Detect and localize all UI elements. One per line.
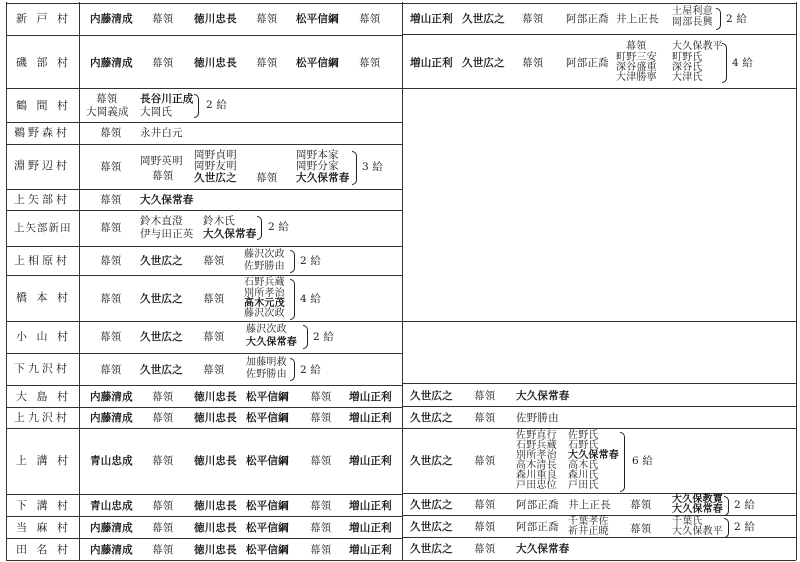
lord-cell: 鈴木直澄 bbox=[140, 215, 183, 227]
group-bracket bbox=[352, 151, 357, 185]
lord-cell: 幕領 bbox=[310, 544, 332, 556]
divider-right-border bbox=[796, 2, 797, 560]
lord-cell: 幕領 bbox=[152, 13, 174, 25]
lord-cell: 久世広之 bbox=[462, 57, 505, 69]
lord-cell: 高木元茂 bbox=[244, 298, 285, 309]
lord-cell: 長谷川正成 bbox=[140, 93, 194, 105]
grant-count: 3 給 bbox=[362, 161, 384, 173]
lord-cell: 松平信綱 bbox=[246, 391, 289, 403]
lord-cell: 幕領 bbox=[256, 172, 278, 184]
lord-cell: 幕領 bbox=[152, 544, 174, 556]
lord-cell: 内藤清成 bbox=[90, 391, 133, 403]
lord-cell: 高木清長 bbox=[516, 460, 557, 471]
group-bracket bbox=[303, 325, 308, 349]
row-rule bbox=[6, 353, 402, 354]
lord-cell: 増山正利 bbox=[349, 500, 392, 512]
lord-cell: 大久保常春 bbox=[140, 194, 194, 206]
lord-cell: 幕領 bbox=[522, 13, 544, 25]
lord-cell: 幕領 bbox=[100, 255, 122, 267]
lord-cell: 幕領 bbox=[100, 194, 122, 206]
lord-cell: 幕領 bbox=[203, 364, 225, 376]
lord-cell: 幕領 bbox=[152, 391, 174, 403]
lord-cell: 久世広之 bbox=[140, 255, 183, 267]
divider-left-border bbox=[6, 2, 7, 560]
lord-cell: 幕領 bbox=[630, 499, 652, 511]
divider-middle bbox=[402, 2, 403, 560]
row-rule bbox=[6, 428, 402, 429]
lord-cell: 阿部正喬 bbox=[516, 521, 559, 533]
lord-cell: 松平信綱 bbox=[246, 544, 289, 556]
lord-cell: 町野氏 bbox=[672, 52, 703, 63]
village-name: 淵野辺村 bbox=[14, 159, 70, 172]
group-bracket bbox=[722, 43, 727, 83]
lord-cell: 久世広之 bbox=[140, 364, 183, 376]
row-rule bbox=[6, 144, 402, 145]
row-rule bbox=[6, 538, 402, 539]
lord-cell: 久世広之 bbox=[140, 331, 183, 343]
village-name: 磯 部 村 bbox=[16, 56, 71, 69]
lord-cell: 久世広之 bbox=[462, 13, 505, 25]
lord-cell: 藤沢次政 bbox=[244, 249, 285, 260]
lord-cell: 岡野分家 bbox=[296, 160, 339, 172]
lord-cell: 久世広之 bbox=[410, 412, 453, 424]
lord-cell: 松平信綱 bbox=[296, 57, 339, 69]
lord-cell: 高木氏 bbox=[568, 460, 599, 471]
row-rule bbox=[6, 189, 402, 190]
group-bracket bbox=[290, 358, 295, 381]
lord-cell: 徳川忠長 bbox=[194, 522, 237, 534]
lord-cell: 久世広之 bbox=[140, 293, 183, 305]
row-rule bbox=[402, 537, 796, 538]
lord-cell: 幕領 bbox=[100, 331, 122, 343]
lord-cell: 大津氏 bbox=[672, 72, 703, 83]
lord-cell: 徳川忠長 bbox=[194, 13, 237, 25]
row-rule bbox=[402, 406, 796, 407]
village-name: 鶴 間 村 bbox=[16, 99, 71, 112]
lord-cell: 佐野勝由 bbox=[244, 261, 285, 272]
row-rule bbox=[6, 494, 402, 495]
lord-cell: 増山正利 bbox=[410, 13, 453, 25]
lord-cell: 石野氏 bbox=[568, 440, 599, 451]
row-rule bbox=[6, 246, 402, 247]
lord-cell: 岡部長興 bbox=[672, 17, 713, 28]
group-bracket bbox=[620, 432, 625, 492]
row-rule bbox=[6, 385, 402, 386]
grant-count: 2 給 bbox=[734, 499, 756, 511]
lord-cell: 大久保常春 bbox=[516, 543, 570, 555]
lord-cell: 岡野本家 bbox=[296, 149, 339, 161]
row-rule bbox=[6, 275, 402, 276]
lord-cell: 幕領 bbox=[522, 57, 544, 69]
village-name: 下 溝 村 bbox=[16, 499, 71, 512]
row-rule bbox=[402, 493, 796, 494]
row-rule bbox=[6, 407, 402, 408]
lord-cell: 幕領 bbox=[474, 499, 496, 511]
lord-cell: 戸田忠位 bbox=[516, 480, 557, 491]
lord-cell: 岡野友明 bbox=[194, 160, 237, 172]
village-name: 橋 本 村 bbox=[16, 291, 71, 304]
row-rule bbox=[402, 34, 796, 35]
lord-cell: 深谷盛重 bbox=[616, 62, 657, 73]
lord-cell: 祈井正暁 bbox=[568, 526, 609, 537]
lord-cell: 松平信綱 bbox=[246, 500, 289, 512]
lord-cell: 徳川忠長 bbox=[194, 544, 237, 556]
lord-cell: 町野三安 bbox=[616, 52, 657, 63]
lord-cell: 久世広之 bbox=[410, 521, 453, 533]
lord-cell: 幕領 bbox=[310, 455, 332, 467]
group-bracket bbox=[257, 216, 262, 240]
lord-cell: 青山忠成 bbox=[90, 500, 133, 512]
group-bracket bbox=[290, 250, 295, 273]
lord-cell: 幕領 bbox=[203, 255, 225, 267]
lord-cell: 佐野勝由 bbox=[516, 412, 559, 424]
lord-cell: 大久保常春 bbox=[672, 504, 723, 515]
lord-cell: 幕領 bbox=[100, 161, 122, 173]
lord-cell: 井上正長 bbox=[616, 13, 659, 25]
grant-count: 2 給 bbox=[206, 99, 228, 111]
lord-cell: 佐野直行 bbox=[516, 430, 557, 441]
lord-cell: 永井白元 bbox=[140, 127, 183, 139]
lord-cell: 幕領 bbox=[100, 127, 122, 139]
lord-cell: 阿部正喬 bbox=[516, 499, 559, 511]
lord-cell: 松平信綱 bbox=[246, 412, 289, 424]
lord-cell: 内藤清成 bbox=[90, 13, 133, 25]
lord-cell: 内藤清成 bbox=[90, 412, 133, 424]
lord-cell: 久世広之 bbox=[410, 543, 453, 555]
village-name: 新 戸 村 bbox=[16, 12, 71, 25]
lord-cell: 増山正利 bbox=[349, 522, 392, 534]
lord-cell: 増山正利 bbox=[349, 412, 392, 424]
lord-cell: 大岡氏 bbox=[140, 106, 173, 118]
group-bracket bbox=[716, 8, 721, 30]
village-name: 上相原村 bbox=[14, 254, 70, 267]
lord-cell: 幕領 bbox=[152, 500, 174, 512]
lord-cell: 大久保常春 bbox=[296, 172, 350, 184]
lord-cell: 幕領 bbox=[100, 364, 122, 376]
row-rule bbox=[402, 321, 796, 322]
lord-cell: 幕領 bbox=[474, 390, 496, 402]
lord-cell: 幕領 bbox=[152, 455, 174, 467]
row-rule bbox=[402, 383, 796, 384]
lord-cell: 増山正利 bbox=[349, 455, 392, 467]
table-bottom-rule bbox=[6, 560, 796, 561]
lord-cell: 幕領 bbox=[152, 522, 174, 534]
grant-count: 2 給 bbox=[313, 331, 335, 343]
lord-cell: 阿部正喬 bbox=[566, 13, 609, 25]
lord-cell: 幕領 bbox=[96, 93, 118, 105]
group-bracket bbox=[290, 279, 295, 320]
lord-cell: 井上正長 bbox=[568, 499, 611, 511]
lord-cell: 幕領 bbox=[474, 455, 496, 467]
lord-cell: 松平信綱 bbox=[246, 522, 289, 534]
lord-cell: 徳川忠長 bbox=[194, 391, 237, 403]
village-name: 田 名 村 bbox=[16, 543, 71, 556]
lord-cell: 久世広之 bbox=[410, 499, 453, 511]
lord-cell: 大久保常春 bbox=[203, 228, 257, 240]
lord-cell: 石野兵蔵 bbox=[516, 440, 557, 451]
lord-cell: 森川重良 bbox=[516, 470, 557, 481]
lord-cell: 増山正利 bbox=[349, 391, 392, 403]
grant-count: 2 給 bbox=[300, 255, 322, 267]
row-rule bbox=[6, 88, 402, 89]
divider-village-col bbox=[79, 2, 80, 560]
village-name: 下九沢村 bbox=[14, 362, 70, 375]
lord-cell: 岡野英明 bbox=[140, 155, 183, 167]
lord-cell: 森川氏 bbox=[568, 470, 599, 481]
table-top-rule bbox=[6, 3, 796, 4]
lord-cell: 大津勝寧 bbox=[616, 72, 657, 83]
lord-cell: 徳川忠長 bbox=[194, 500, 237, 512]
lord-cell: 幕領 bbox=[474, 412, 496, 424]
lord-cell: 徳川忠長 bbox=[194, 57, 237, 69]
lord-cell: 内藤清成 bbox=[90, 57, 133, 69]
village-name: 上矢部新田 bbox=[14, 222, 72, 234]
village-name: 鵜野森村 bbox=[14, 126, 70, 139]
row-rule bbox=[6, 321, 402, 322]
lord-cell: 阿部正喬 bbox=[566, 57, 609, 69]
row-rule bbox=[402, 428, 796, 429]
lord-cell: 千葉氏 bbox=[672, 516, 703, 527]
lord-cell: 幕領 bbox=[310, 522, 332, 534]
lord-cell: 幕領 bbox=[474, 521, 496, 533]
lord-cell: 幕領 bbox=[203, 331, 225, 343]
lord-cell: 幕領 bbox=[626, 41, 647, 52]
lord-cell: 増山正利 bbox=[410, 57, 453, 69]
lord-cell: 深谷氏 bbox=[672, 62, 703, 73]
row-rule bbox=[6, 122, 402, 123]
lord-cell: 徳川忠長 bbox=[194, 412, 237, 424]
lord-cell: 土屋利意 bbox=[672, 6, 713, 17]
lord-cell: 戸田氏 bbox=[568, 480, 599, 491]
lord-cell: 藤沢次政 bbox=[244, 308, 285, 319]
group-bracket bbox=[724, 496, 729, 516]
lord-cell: 別所孝治 bbox=[244, 288, 285, 299]
lord-cell: 幕領 bbox=[256, 57, 278, 69]
village-name: 上九沢村 bbox=[14, 411, 70, 424]
lord-cell: 幕領 bbox=[359, 57, 381, 69]
grant-count: 2 給 bbox=[726, 13, 748, 25]
lord-cell: 別所孝治 bbox=[516, 450, 557, 461]
lord-cell: 大久保教平 bbox=[672, 526, 723, 537]
lord-cell: 徳川忠長 bbox=[194, 455, 237, 467]
grant-count: 4 給 bbox=[732, 57, 754, 69]
lord-cell: 千葉孝佐 bbox=[568, 516, 609, 527]
lord-cell: 内藤清成 bbox=[90, 522, 133, 534]
lord-cell: 幕領 bbox=[152, 412, 174, 424]
village-name: 小 山 村 bbox=[16, 330, 71, 343]
lord-cell: 幕領 bbox=[474, 543, 496, 555]
lord-cell: 幕領 bbox=[310, 412, 332, 424]
lord-cell: 岡野貞明 bbox=[194, 149, 237, 161]
row-rule bbox=[402, 88, 796, 89]
lord-cell: 伊与田正英 bbox=[140, 228, 194, 240]
lord-cell: 藤沢次政 bbox=[246, 324, 287, 335]
lord-cell: 幕領 bbox=[359, 13, 381, 25]
lord-cell: 久世広之 bbox=[194, 172, 237, 184]
lord-cell: 幕領 bbox=[203, 293, 225, 305]
lord-cell: 増山正利 bbox=[349, 544, 392, 556]
lord-cell: 久世広之 bbox=[410, 390, 453, 402]
lord-cell: 青山忠成 bbox=[90, 455, 133, 467]
grant-count: 4 給 bbox=[300, 293, 322, 305]
row-rule bbox=[6, 35, 402, 36]
lord-cell: 松平信綱 bbox=[246, 455, 289, 467]
grant-count: 2 給 bbox=[734, 521, 756, 533]
lord-cell: 大久保教寛 bbox=[672, 494, 723, 505]
village-name: 大 島 村 bbox=[16, 390, 71, 403]
lord-cell: 大岡義成 bbox=[86, 106, 129, 118]
lord-cell: 佐野氏 bbox=[568, 430, 599, 441]
lord-cell: 幕領 bbox=[256, 13, 278, 25]
lord-cell: 幕領 bbox=[152, 57, 174, 69]
lord-cell: 加藤明救 bbox=[246, 357, 287, 368]
lord-cell: 大久保常春 bbox=[568, 450, 619, 461]
lord-cell: 鈴木氏 bbox=[203, 215, 236, 227]
group-bracket bbox=[724, 518, 729, 538]
lord-cell: 内藤清成 bbox=[90, 544, 133, 556]
lord-cell: 久世広之 bbox=[410, 455, 453, 467]
row-rule bbox=[6, 516, 402, 517]
grant-count: 2 給 bbox=[300, 364, 322, 376]
lord-cell: 幕領 bbox=[310, 500, 332, 512]
lord-cell: 幕領 bbox=[100, 222, 122, 234]
lord-cell: 大久保教平 bbox=[672, 41, 723, 52]
group-bracket bbox=[194, 94, 199, 118]
lord-cell: 幕領 bbox=[100, 293, 122, 305]
village-name: 上 溝 村 bbox=[16, 454, 71, 467]
lord-cell: 石野兵蔵 bbox=[244, 277, 285, 288]
lord-cell: 幕領 bbox=[630, 523, 652, 535]
village-name: 当 麻 村 bbox=[16, 521, 71, 534]
row-rule bbox=[6, 210, 402, 211]
lord-cell: 大久保常春 bbox=[516, 390, 570, 402]
lord-cell: 幕領 bbox=[310, 391, 332, 403]
lord-cell: 佐野勝由 bbox=[246, 369, 287, 380]
lord-cell: 松平信綱 bbox=[296, 13, 339, 25]
lord-cell: 幕領 bbox=[152, 170, 174, 182]
village-name: 上矢部村 bbox=[14, 193, 70, 206]
grant-count: 2 給 bbox=[268, 221, 290, 233]
lord-cell: 大久保常春 bbox=[246, 337, 297, 348]
grant-count: 6 給 bbox=[632, 455, 654, 467]
